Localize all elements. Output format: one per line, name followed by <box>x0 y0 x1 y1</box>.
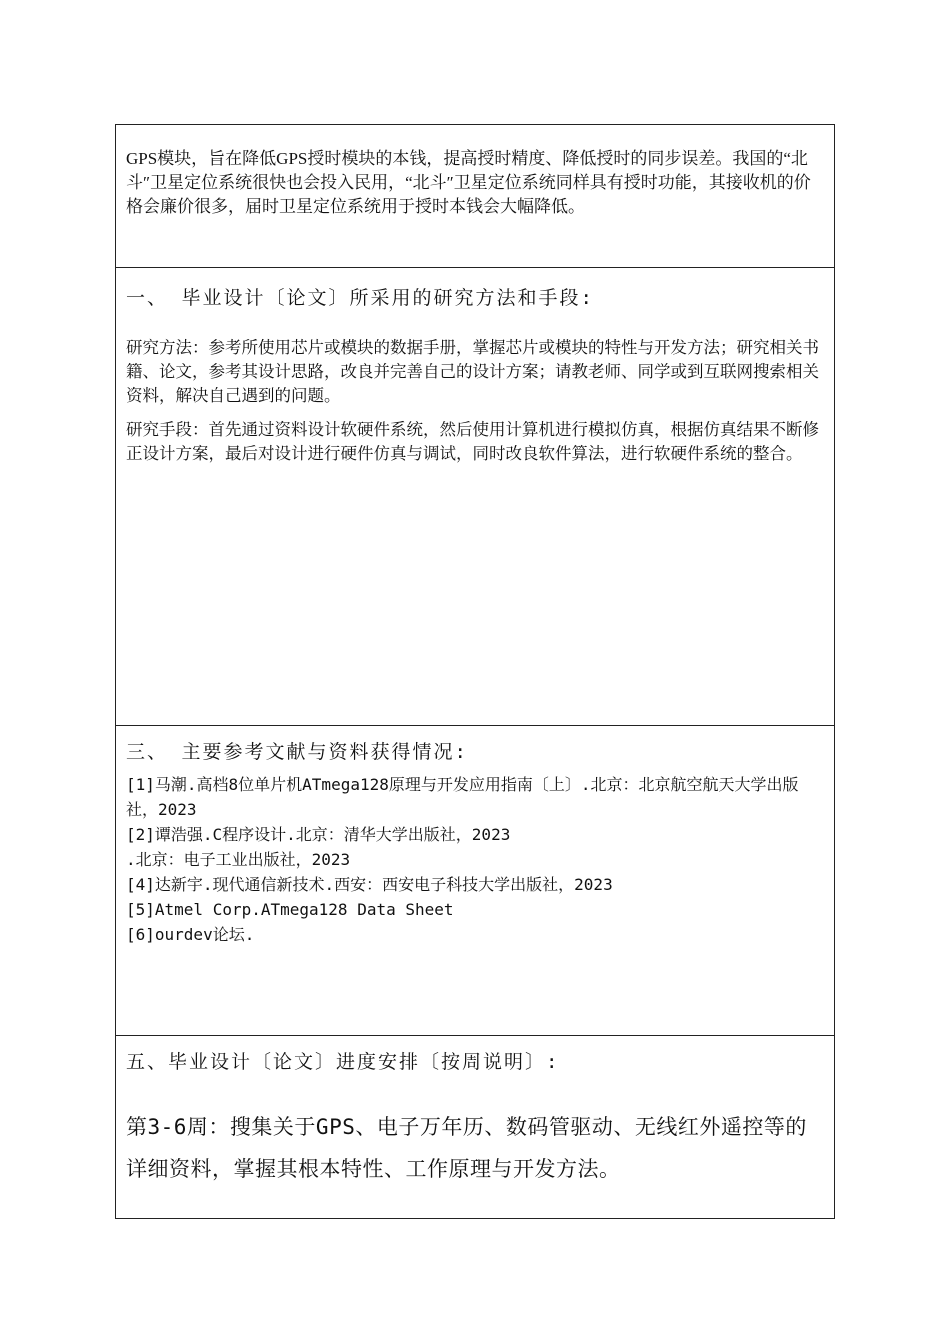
research-methods-heading: 一、 毕业设计〔论文〕所采用的研究方法和手段: <box>126 287 594 309</box>
reference-item: .北京：电子工业出版社，2023 <box>126 850 351 869</box>
reference-item: [4]达新宇.现代通信新技术.西安：西安电子科技大学出版社，2023 <box>126 875 613 894</box>
proposal-form-table <box>115 124 835 1219</box>
schedule-paragraph: 第3-6周：搜集关于GPS、电子万年历、数码管驱动、无线红外遥控等的详细资料，掌握其根本特性、工作原理与开发方法。 <box>126 1115 807 1181</box>
intro-paragraph: GPS模块，旨在降低GPS授时模块的本钱，提高授时精度、降低授时的同步误差。我国的“北斗″卫星定位系统很快也会投入民用，“北斗″卫星定位系统同样具有授时功能，其接收机的价格会廉价很多，届时卫星定位系统用于授时本钱会大幅降低。 <box>126 149 811 216</box>
schedule-section <box>116 1035 834 1218</box>
reference-item: [6]ourdev论坛. <box>126 925 255 944</box>
reference-item: [5]Atmel Corp.ATmega128 Data Sheet <box>126 900 454 919</box>
reference-item: [1]马潮.高档8位单片机ATmega128原理与开发应用指南〔上〕.北京：北京航空航天大学出版社，2023 <box>126 775 799 819</box>
reference-item: [2]谭浩强.C程序设计.北京：清华大学出版社，2023 <box>126 825 511 844</box>
references-section <box>116 725 834 1035</box>
research-method-paragraph: 研究方法：参考所使用芯片或模块的数据手册，掌握芯片或模块的特性与开发方法；研究相关书籍、论文，参考其设计思路，改良并完善自己的设计方案；请教老师、同学或到互联网搜索相关资料，解决自己遇到的问题。 <box>126 338 819 405</box>
research-means-paragraph: 研究手段：首先通过资料设计软硬件系统，然后使用计算机进行模拟仿真，根据仿真结果不断修正设计方案，最后对设计进行硬件仿真与调试，同时改良软件算法，进行软硬件系统的整合。 <box>126 420 819 463</box>
intro-section <box>116 125 834 267</box>
schedule-heading: 五、毕业设计〔论文〕进度安排〔按周说明〕: <box>126 1051 560 1073</box>
references-heading: 三、 主要参考文献与资料获得情况: <box>126 741 468 763</box>
research-methods-section <box>116 267 834 725</box>
